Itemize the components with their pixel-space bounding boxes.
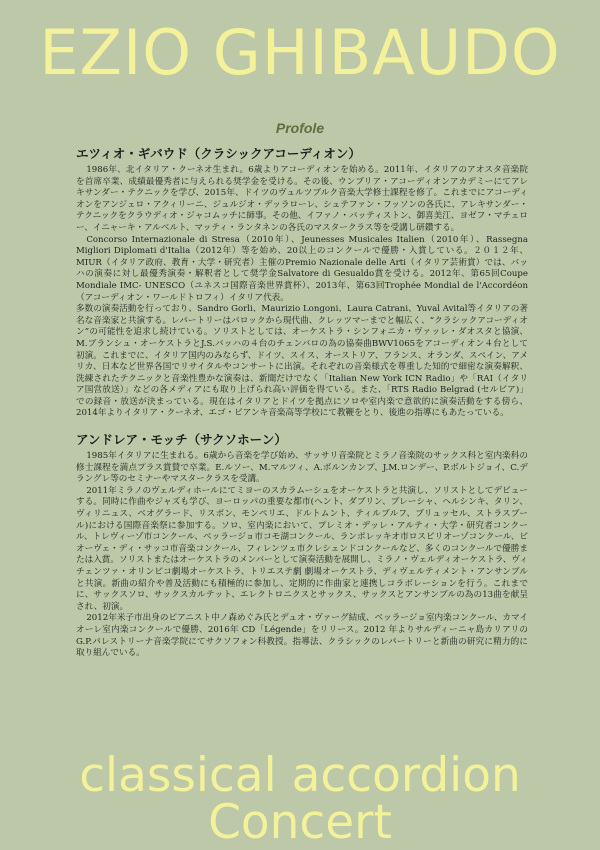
bio-paragraph: 1986年、北イタリア・クーネオ生まれ。6歳よりアコーディオンを始める。2011年、イタリアのアオスタ音楽院を首席卒業、成績最優秀者に与えられる奨学金を受ける。その後、ウンブリア・アコーディオンアカデミーにてアレキサンダー・テクニックを学び、2015年、ドイツのヴュルツブルク音楽大学修士課程を修了。これまでにアコーディオンをアンジェロ・アクィリーニ、ジュルジオ・デッラローレ、シュテファン・フッソンの各氏に、アレキサンダー・テクニックをクラウディオ・ジャコムッチに師事。その他、イファノ・バッティストン、御喜美江、ヨゼフ・マチェロー、イニャーキ・アルベルト、マッティ・ランタネンの各氏のマスタークラス等を受講し研鑽する。: [76, 165, 528, 233]
concert-title: classical accordion Concert: [79, 748, 521, 850]
bio-paragraph: 2011年ミラノのヴェルディホールにてミヨーのスカラムーシュをオーケストラと共演し、ソリストとしてデビューする。同時に作曲やジャズも学び、ヨーロッパの重要な都市(ヘント、ダブリン、ブレーシャ、ヘルシンキ、タリン、ヴィリニュス、ベオグラード、リスボン、モンペリエ、ドルトムント、ティルブルフ、ブリュッセル、ストラスブール)における国際音楽祭に参加する。ソロ、室内楽において、プレミオ・デッレ・アルティ・大学・研究者コンクール、トレヴィーゾ市コンクール、ベッラージョ市コモ湖コンクール、ランポレッキオ市ロスピリオーゾコンクール、ピオーヴェ・ディ・サッコ市音楽コンクール、フィレンツェ市クレシェンドコンクールなど、多くのコンクールで優勝または入賞。ソリストまたはオーケストラのメンバーとして演奏活動を展開し、ミラノ・ヴェルディオーケストラ、ヴィチェンツァ・オリンピコ劇場オーケストラ、トリエステ劇 劇場オーケストラ、ディヴェルティメント・アンサンブルと共演。新曲の紹介や普及活動にも積極的に参加し、定期的に作曲家と連携しコラボレーションを行う。これまでに、サックスソロ、サックスカルテット、エレクトロニクスとサックス、サックスとアンサンブルの為の13曲を献呈され、初演。: [76, 485, 528, 612]
artist-name: エツィオ・ギバウド（クラシックアコーディオン）: [76, 146, 361, 161]
profile-heading: Profole: [275, 120, 325, 136]
profile-content: [76, 144, 528, 670]
bio-paragraph: 2012年米子市出身のピアニスト中ノ森めぐみ氏とデュオ・ヴァーグ結成、ベッラージョ室内楽コンクール、カマイオーレ室内楽コンクールで優勝、2016年 CD「Légende」をリリース。2012 年よりサルディーニャ島カリアリのG.P.パレストリーナ音楽学院にてサクソフォン科教授。指導法、クラシックのレパートリーと新曲の研究に精力的に取り組んでいる。: [76, 613, 528, 659]
page-title: EZIO GHIBAUDO: [39, 16, 561, 89]
bio-paragraph: 1985年イタリアに生まれる。6歳から音楽を学び始め、サッサリ音楽院とミラノ音楽院のサックス科と室内楽科の修士課程を満点プラス賞賛で卒業。E.ルソー、M.マルツィ、A.ボルンカンプ、J.M.ロンデー、P.ボルトジョイ、C.デラングレ等のセミナーやマスタークラスを受講。: [76, 451, 528, 485]
artist-section-mocci: [76, 430, 528, 660]
artist-name: アンドレア・モッチ（サクソホーン）: [76, 432, 287, 448]
bio-paragraph: Concorso Internazionale di Stresa（2010年）、Jeunesses Musicales Italien（2010年）、Rassegna Migliori Diplomati d'Italia（2012年）等を始め、20以上のコンクールで優勝・入賞している。２０１２年、MIUR（イタリア政府、教育・大学・研究者）主催のPremio Nazionale delle Arti（イタリア芸術賞）では、バッハの演奏に対し最優秀演奏・解釈者として奨学金Salvatore di Gesualdo賞を受ける。2012年、第65回Coupe Mondiale IMC- UNESCO（ユネスコ国際音楽世界賞杯）、2013年、第63回Trophée Mondial de l'Accordéon（アコーディオン・ワールドトロフィ）イタリア代表。: [76, 234, 528, 303]
artist-section-ghibaudo: [76, 144, 528, 420]
bio-paragraph: 多数の演奏活動を行っており、Sandro Gorli、Maurizio Longoni、Laura Catrani、Yuval Avital等イタリアの著名な音楽家と共演する。レパートリーはバロックから現代曲、クレッツマーまでと幅広く、“クラシックアコーディオン”の可能性を追求し続けている。ソリストとしては、オーケストラ・シンフォニカ・ヴァッレ・ダオスタと協演、M.ブランシュ・オーケストラとJ.S.バッハの４台のチェンバロの為の協奏曲BWV1065をアコーディオン４台として初演。これまでに、イタリア国内のみならず、ドイツ、スイス、オーストリア、フランス、オランダ、スペイン、アメリカ、日本など世界各国でリサイタルやコンサートに出演。それぞれの音楽様式を尊重した知的で細密な演奏解釈、洗練されたテクニックと音楽性豊かな演奏は、新聞だけでなく「Italian New York ICN Radio」や「RAI（イタリア国営放送）」などの各メディアにも取り上げられ高い評価を得ている。また、「RTS Radio Belgrad (セルビア)」での録音・放送が決まっている。現在はイタリアとドイツを拠点にソロや室内楽で意欲的に演奏活動をする傍ら、2014年よりイタリア・クーネオ、エゴ・ビアンキ音楽高等学校にて教鞭をとり、後進の指導にもあたっている。: [76, 304, 528, 419]
